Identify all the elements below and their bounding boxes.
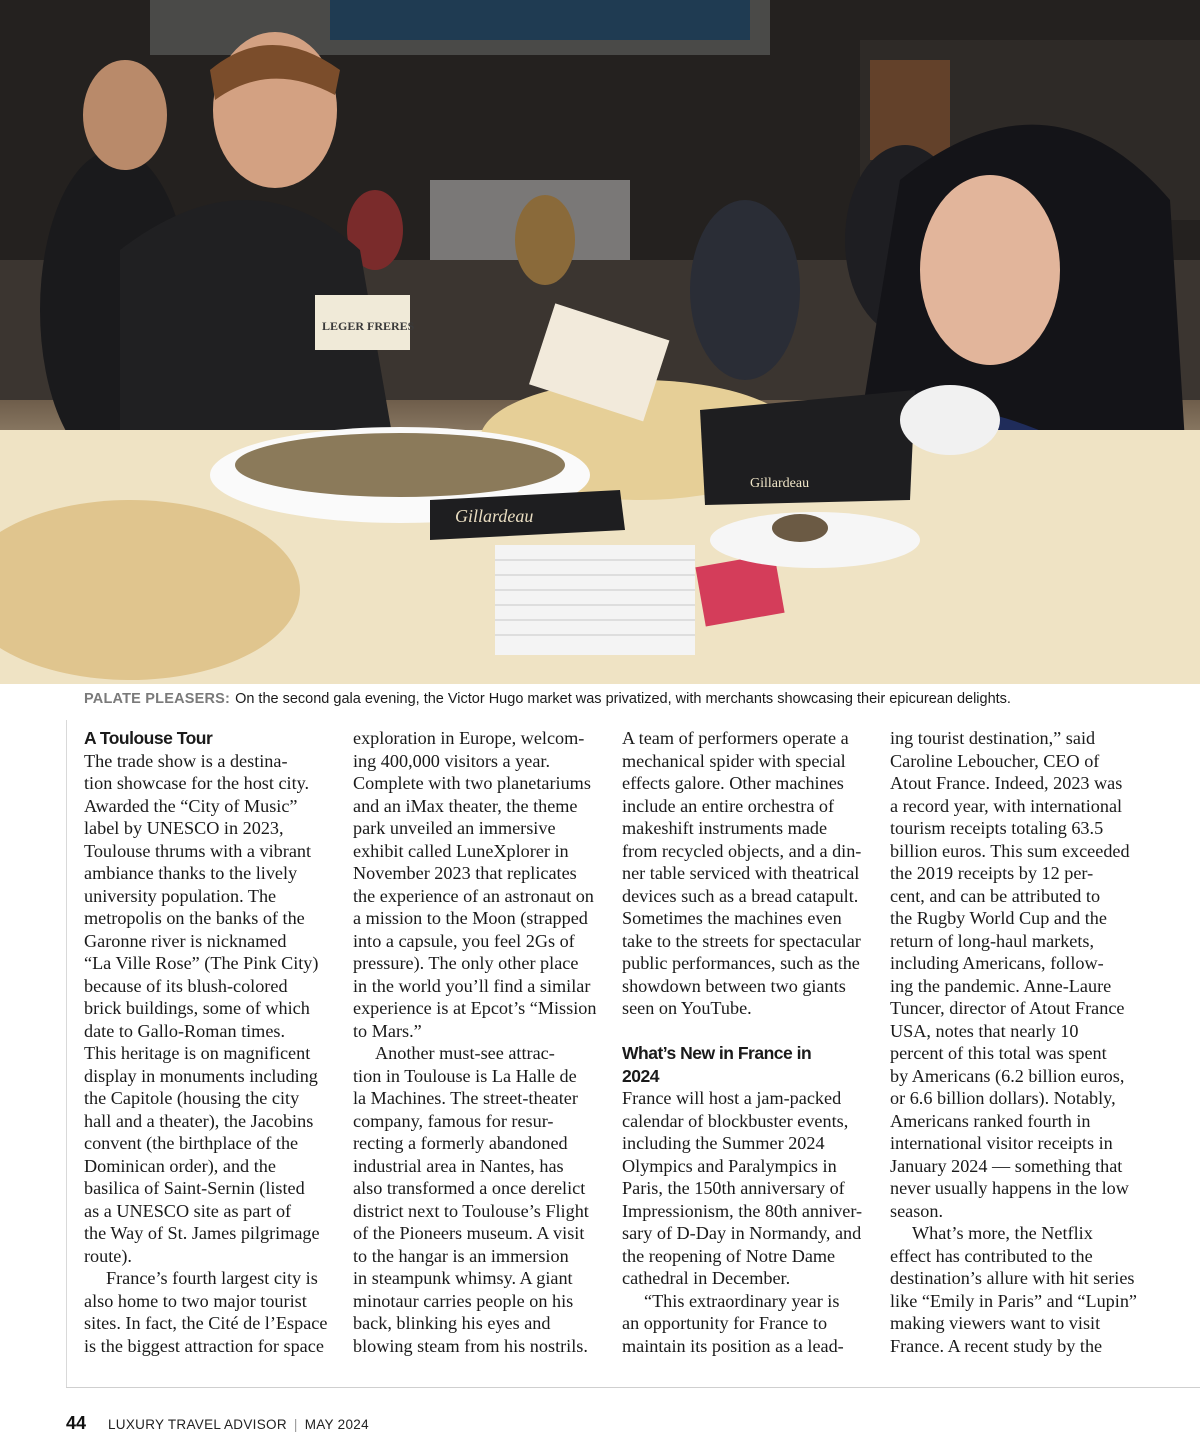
paragraph-line: brick buildings, some of which	[84, 998, 310, 1018]
paragraph-line: percent of this total was spent	[890, 1043, 1107, 1063]
paragraph-line: the 2019 receipts by 12 per-	[890, 863, 1094, 883]
paragraph-line: and an iMax theater, the theme	[353, 795, 578, 816]
paragraph-line: also home to two major tourist	[84, 1290, 307, 1311]
paragraph-line: convent (the birthplace of the	[84, 1133, 299, 1153]
paragraph-line: sary of D-Day in Normandy, and	[622, 1223, 862, 1243]
paragraph-line: take to the streets for spectacular	[622, 930, 861, 951]
paragraph-line: Impressionism, the 80th anniver-	[622, 1200, 863, 1221]
paragraph-line: ambiance thanks to the lively	[84, 863, 298, 883]
caption-text: On the second gala evening, the Victor Hugo market was privatized, with merchants showcasing their epicurean delights.	[235, 691, 1011, 707]
paragraph-line: the Rugby World Cup and the	[890, 908, 1107, 928]
paragraph-line: Toulouse thrums with a vibrant	[84, 840, 312, 861]
paragraph-line: company, famous for resur-	[353, 1110, 554, 1131]
paragraph-line: What’s more, the Netflix	[912, 1223, 1093, 1243]
paragraph-line: ing tourist destination,” said	[890, 728, 1096, 748]
paragraph-line: making viewers want to visit	[890, 1313, 1101, 1333]
paragraph-line: ner table serviced with theatrical	[622, 863, 860, 883]
paragraph-line: destination’s allure with hit series	[890, 1268, 1135, 1288]
footer-rule	[66, 1387, 1200, 1388]
paragraph-line: Tuncer, director of Atout France	[890, 998, 1125, 1018]
paragraph-line: as a UNESCO site as part of	[84, 1200, 292, 1221]
paragraph-line: international visitor receipts in	[890, 1133, 1113, 1153]
paragraph-line: the Way of St. James pilgrimage	[84, 1223, 320, 1243]
paragraph-line: billion euros. This sum exceeded	[890, 840, 1130, 861]
paragraph-line: season.	[890, 1200, 944, 1221]
paragraph-line: also transformed a once derelict	[353, 1178, 586, 1198]
paragraph-line: by Americans (6.2 billion euros,	[890, 1065, 1125, 1086]
caption-label: PALATE PLEASERS:	[84, 691, 231, 707]
paragraph-line: Olympics and Paralympics in	[622, 1155, 837, 1176]
folio-separator: |	[293, 1417, 298, 1432]
paragraph-line: is the biggest attraction for space	[84, 1335, 324, 1356]
section-heading: What’s New in France in	[622, 1043, 812, 1063]
paragraph-line: to the hangar is an immersion	[353, 1245, 569, 1266]
paragraph-line: include an entire orchestra of	[622, 795, 835, 816]
paragraph-gap	[622, 1020, 872, 1043]
issue-date: MAY 2024	[304, 1417, 369, 1432]
paragraph-line: the Capitole (housing the city	[84, 1088, 300, 1108]
paragraph-line: experience is at Epcot’s “Mission	[353, 998, 597, 1018]
paragraph-line: “This extraordinary year is	[644, 1290, 840, 1311]
paragraph-line: blowing steam from his nostrils.	[353, 1335, 588, 1356]
paragraph-line: Complete with two planetariums	[353, 773, 591, 793]
paragraph-line: metropolis on the banks of the	[84, 908, 305, 928]
paragraph-line: cent, and can be attributed to	[890, 885, 1101, 906]
paragraph-line: into a capsule, you feel 2Gs of	[353, 930, 575, 951]
paragraph-line: university population. The	[84, 885, 277, 906]
article-column-4	[890, 727, 1140, 1357]
page-number: 44	[66, 1413, 87, 1433]
paragraph-line: including the Summer 2024	[622, 1133, 825, 1153]
paragraph-line: of the Pioneers museum. A visit	[353, 1223, 585, 1243]
paragraph-line: a mission to the Moon (strapped	[353, 908, 588, 928]
leger-freres-label: LEGER FRERES	[322, 319, 415, 333]
paragraph-line: a record year, with international	[890, 795, 1123, 816]
paragraph-line: minotaur carries people on his	[353, 1290, 574, 1311]
paragraph-line: A team of performers operate a	[622, 728, 849, 748]
paragraph-line: or 6.6 billion dollars). Notably,	[890, 1088, 1116, 1108]
paragraph-line: route).	[84, 1245, 132, 1266]
paragraph-line: the reopening of Notre Dame	[622, 1245, 836, 1266]
article-column-1	[84, 727, 334, 1357]
paragraph-line: sites. In fact, the Cité de l’Espace	[84, 1313, 328, 1333]
paragraph-line: district next to Toulouse’s Flight	[353, 1200, 589, 1221]
paragraph-line: January 2024 — something that	[890, 1155, 1123, 1176]
section-heading: 2024	[622, 1065, 659, 1086]
paragraph-line: in steampunk whimsy. A giant	[353, 1268, 573, 1288]
paragraph-line: from recycled objects, and a din-	[622, 840, 862, 861]
paragraph-line: November 2023 that replicates	[353, 863, 577, 883]
paragraph-line: the experience of an astronaut on	[353, 885, 594, 906]
paragraph-line: Atout France. Indeed, 2023 was	[890, 773, 1123, 793]
gillardeau-label: Gillardeau	[750, 476, 810, 491]
paragraph-line: effect has contributed to the	[890, 1245, 1093, 1266]
paragraph-line: showdown between two giants	[622, 975, 846, 996]
market-oyster-stand-photo	[0, 0, 1200, 684]
paragraph-line: label by UNESCO in 2023,	[84, 818, 284, 838]
gillardeau-front-label: Gillardeau	[455, 506, 534, 526]
paragraph-line: pressure). The only other place	[353, 953, 579, 973]
paragraph-line: France will host a jam-packed	[622, 1088, 842, 1108]
paragraph-line: in the world you’ll find a similar	[353, 975, 591, 996]
paragraph-line: recting a formerly abandoned	[353, 1133, 568, 1153]
paragraph-line: This heritage is on magnificent	[84, 1043, 311, 1063]
paragraph-line: display in monuments including	[84, 1065, 318, 1086]
left-rule	[66, 720, 67, 1388]
paragraph-line: because of its blush-colored	[84, 975, 288, 996]
paragraph-line: exploration in Europe, welcom-	[353, 728, 585, 748]
paragraph-line: hall and a theater), the Jacobins	[84, 1110, 314, 1131]
article-column-3	[622, 727, 872, 1357]
paragraph-line: The trade show is a destina-	[84, 750, 288, 771]
paragraph-line: Dominican order), and the	[84, 1155, 276, 1176]
paragraph-line: calendar of blockbuster events,	[622, 1110, 849, 1131]
paragraph-line: France. A recent study by the	[890, 1335, 1103, 1356]
paragraph-line: Garonne river is nicknamed	[84, 930, 287, 951]
paragraph-line: like “Emily in Paris” and “Lupin”	[890, 1290, 1137, 1311]
paragraph-line: mechanical spider with special	[622, 750, 846, 771]
paragraph-line: seen on YouTube.	[622, 998, 752, 1018]
paragraph-line: tourism receipts totaling 63.5	[890, 818, 1104, 838]
paragraph-line: public performances, such as the	[622, 953, 860, 973]
paragraph-line: Paris, the 150th anniversary of	[622, 1178, 845, 1198]
paragraph-line: back, blinking his eyes and	[353, 1313, 551, 1333]
paragraph-line: Caroline Leboucher, CEO of	[890, 750, 1100, 771]
folio	[108, 1417, 369, 1432]
paragraph-line: France’s fourth largest city is	[106, 1268, 318, 1288]
hero-photo	[0, 0, 1200, 684]
paragraph-line: basilica of Saint-Sernin (listed	[84, 1178, 305, 1198]
paragraph-line: Americans ranked fourth in	[890, 1110, 1091, 1131]
section-heading: A Toulouse Tour	[84, 728, 213, 748]
paragraph-line: industrial area in Nantes, has	[353, 1155, 564, 1176]
paragraph-line: exhibit called LuneXplorer in	[353, 840, 569, 861]
paragraph-line: ing the pandemic. Anne-Laure	[890, 975, 1112, 996]
paragraph-line: to Mars.”	[353, 1020, 422, 1041]
paragraph-line: park unveiled an immersive	[353, 818, 556, 838]
paragraph-line: cathedral in December.	[622, 1268, 791, 1288]
paragraph-line: Awarded the “City of Music”	[84, 795, 298, 816]
paragraph-line: tion in Toulouse is La Halle de	[353, 1065, 577, 1086]
paragraph-line: Sometimes the machines even	[622, 908, 842, 928]
paragraph-line: return of long-haul markets,	[890, 930, 1095, 951]
paragraph-line: date to Gallo-Roman times.	[84, 1020, 286, 1041]
paragraph-line: “La Ville Rose” (The Pink City)	[84, 953, 319, 973]
paragraph-line: ing 400,000 visitors a year.	[353, 750, 551, 771]
photo-caption	[84, 691, 1184, 707]
paragraph-line: maintain its position as a lead-	[622, 1335, 844, 1356]
paragraph-line: tion showcase for the host city.	[84, 773, 310, 793]
paragraph-line: never usually happens in the low	[890, 1178, 1129, 1198]
article-column-2	[353, 727, 603, 1357]
paragraph-line: la Machines. The street-theater	[353, 1088, 578, 1108]
paragraph-line: effects galore. Other machines	[622, 773, 844, 793]
paragraph-line: makeshift instruments made	[622, 818, 828, 838]
paragraph-line: Another must-see attrac-	[375, 1043, 555, 1063]
magazine-name: LUXURY TRAVEL ADVISOR	[108, 1417, 287, 1432]
paragraph-line: devices such as a bread catapult.	[622, 885, 859, 906]
paragraph-line: an opportunity for France to	[622, 1313, 828, 1333]
paragraph-line: including Americans, follow-	[890, 953, 1104, 973]
paragraph-line: USA, notes that nearly 10	[890, 1020, 1079, 1041]
